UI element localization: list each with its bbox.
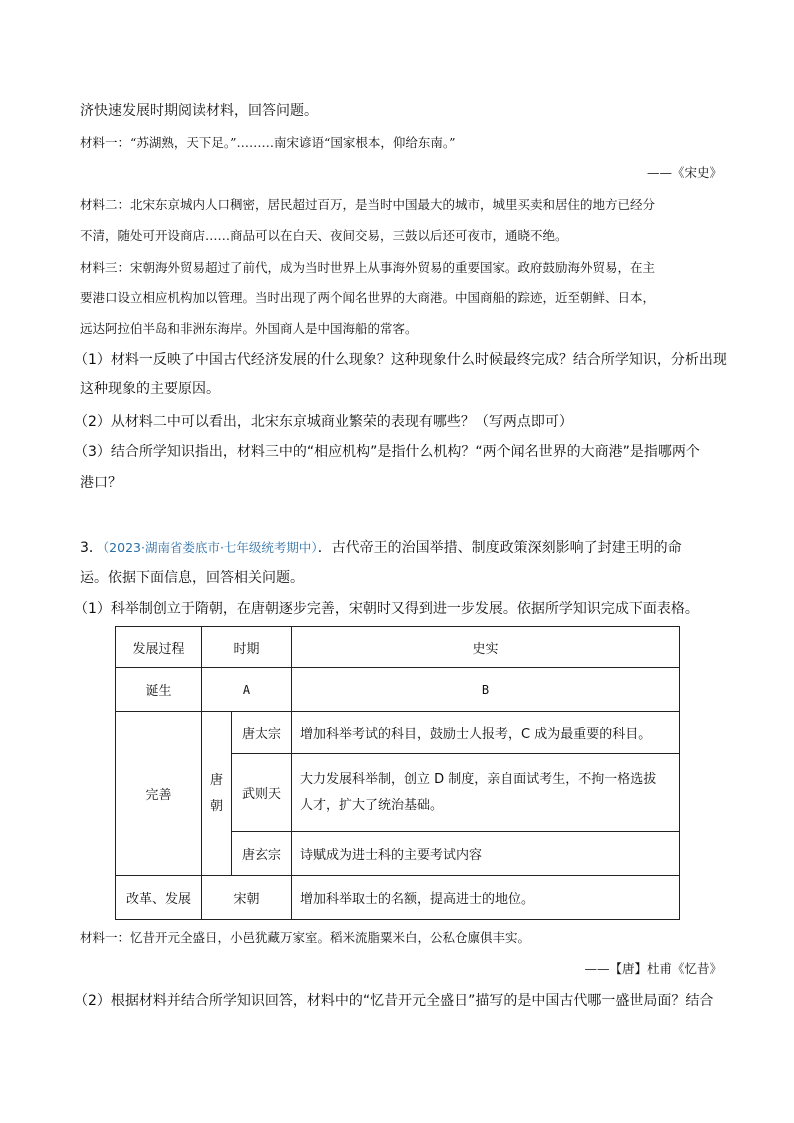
question-1-line2: 这种现象的主要原因。 xyxy=(80,381,220,397)
perfect-stage: 完善 xyxy=(116,712,202,876)
question-2: （2）从材料二中可以看出，北宋东京城商业繁荣的表现有哪些？（写两点即可） xyxy=(74,414,573,430)
fact-wuzetian-line1: 大力发展科举制，创立 D 制度，亲自面试考生，不拘一格选拔 xyxy=(300,771,657,787)
material-poem-source: ——【唐】杜甫《忆昔》 xyxy=(584,961,722,976)
fact-wuzetian-line2: 人才，扩大了统治基础。 xyxy=(300,797,444,813)
table-row-song xyxy=(116,876,680,920)
emperor-taizong: 唐太宗 xyxy=(232,712,292,754)
problem-3-header xyxy=(80,538,682,558)
reform-fact: 增加科举取士的名额，提高进士的地位。 xyxy=(292,876,680,920)
fact-taizong: 增加科举考试的科目，鼓励士人报考，C 成为最重要的科目。 xyxy=(292,712,680,754)
birth-period-blank: A xyxy=(202,668,292,712)
fact-xuanzong: 诗赋成为进士科的主要考试内容 xyxy=(292,832,680,876)
exam-table xyxy=(115,626,680,920)
material-2-line2: 不清，随处可开设商店……商品可以在白天、夜间交易，三鼓以后还可夜市，通晓不绝。 xyxy=(80,228,568,243)
birth-stage: 诞生 xyxy=(116,668,202,712)
question-last: （2）根据材料并结合所学知识回答，材料中的“忆昔开元全盛日”描写的是中国古代哪一盛世局面？结合 xyxy=(74,993,714,1009)
problem-number: 3． xyxy=(80,540,103,556)
material-poem: 材料一：忆昔开元全盛日，小邑犹藏万家室。稻米流脂粟米白，公私仓廪俱丰实。 xyxy=(80,930,531,945)
reform-period: 宋朝 xyxy=(202,876,292,920)
question-1-line1: （1）材料一反映了中国古代经济发展的什么现象？这种现象什么时候最终完成？结合所学知识，分析出现 xyxy=(74,352,727,368)
birth-fact-blank: B xyxy=(292,668,680,712)
dynasty-char-1: 唐 xyxy=(209,772,223,788)
emperor-xuanzong: 唐玄宗 xyxy=(232,832,292,876)
material-3-line2: 要港口设立相应机构加以管理。当时出现了两个闻名世界的大商港。中国商船的踪迹，近至朝鲜、日本， xyxy=(80,290,656,305)
intro-line: 济快速发展时期阅读材料，回答问题。 xyxy=(80,103,318,119)
table-header-row xyxy=(116,627,680,668)
header-fact: 史实 xyxy=(292,627,680,668)
reform-stage: 改革、发展 xyxy=(116,876,202,920)
emperor-wuzetian: 武则天 xyxy=(232,754,292,832)
material-2-line1: 材料二：北宋东京城内人口稠密，居民超过百万，是当时中国最大的城市，城里买卖和居住的地方已经分 xyxy=(80,197,656,212)
header-stage: 发展过程 xyxy=(116,627,202,668)
material-1: 材料一：“苏湖熟，天下足。”………南宋谚语“国家根本，仰给东南。” xyxy=(80,135,456,150)
problem-text-line1: ．古代帝王的治国举措、制度政策深刻影响了封建王明的命 xyxy=(317,540,682,556)
problem-3-sub1: （1）科举制创立于隋朝，在唐朝逐步完善，宋朝时又得到进一步发展。依据所学知识完成下面表格。 xyxy=(74,601,699,617)
fact-wuzetian xyxy=(292,754,680,832)
problem-3-line2: 运。依据下面信息，回答相关问题。 xyxy=(80,570,304,586)
dynasty-char-2: 朝 xyxy=(209,798,223,814)
table-row-taizong xyxy=(116,712,680,754)
material-1-source: ——《宋史》 xyxy=(646,165,722,180)
table-row-birth xyxy=(116,668,680,712)
material-3-line3: 远达阿拉伯半岛和非洲东海岸。外国商人是中国海船的常客。 xyxy=(80,321,418,336)
question-3-line2: 港口？ xyxy=(80,475,122,491)
problem-source: （2023·湖南省娄底市·七年级统考期中） xyxy=(102,540,318,555)
dynasty-tang xyxy=(202,712,232,876)
question-3-line1: （3）结合所学知识指出，材料三中的“相应机构”是指什么机构？“两个闻名世界的大商港”是指哪两个 xyxy=(74,444,700,460)
material-3-line1: 材料三：宋朝海外贸易超过了前代，成为当时世界上从事海外贸易的重要国家。政府鼓励海外贸易，在主 xyxy=(80,260,656,275)
header-period: 时期 xyxy=(202,627,292,668)
